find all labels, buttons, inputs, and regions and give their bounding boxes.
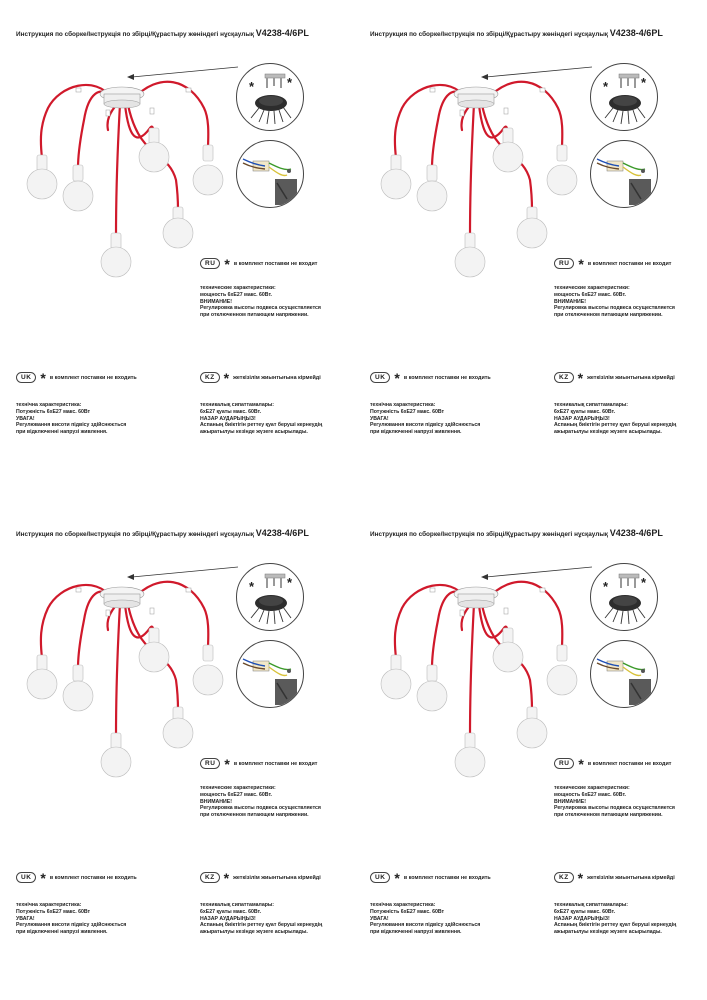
uk-warning-line2: при відключенні напрузі живлення. — [16, 929, 108, 936]
uk-badge: UK — [370, 372, 390, 383]
ru-badge: RU — [554, 258, 574, 269]
kz-warning-line1: Аспаның биіктігін реттеу қуат беруші кернеудің — [554, 422, 677, 429]
svg-text:*: * — [287, 75, 293, 90]
ru-warning-heading: ВНИМАНИЕ! — [554, 298, 586, 305]
mounting-detail-circle — [590, 563, 658, 631]
mounting-kit-icon — [237, 64, 303, 130]
title-text: Инструкция по сборке/Інструкція по збірці/Құрастыру жөніндегі нұсқаулық — [16, 531, 254, 538]
kz-warning-line1: Аспаның биіктігін реттеу қуат беруші кернеудің — [200, 422, 323, 429]
wiring-icon — [237, 641, 303, 707]
ru-warning-line1: Регулировка высоты подвеса осуществляется — [554, 305, 675, 312]
asterisk-icon: * — [223, 369, 230, 386]
model-number: V4238-4/6PL — [609, 28, 663, 38]
kz-badge: KZ — [554, 872, 574, 883]
ru-specs — [554, 785, 675, 819]
ru-badge: RU — [200, 758, 220, 769]
ru-power: мощность 6хЕ27 макс. 60Вт. — [200, 291, 272, 298]
uk-spec-heading: технічна характеристика: — [370, 902, 436, 908]
asterisk-icon: * — [394, 369, 400, 386]
ru-note: в комплект поставки не входит — [587, 760, 672, 767]
uk-note-row — [370, 369, 491, 386]
mounting-kit-icon — [237, 564, 303, 630]
ru-warning-line1: Регулировка высоты подвеса осуществляется — [200, 805, 321, 812]
model-number: V4238-4/6PL — [255, 528, 309, 538]
asterisk-icon: * — [40, 869, 46, 886]
asterisk-icon: * — [223, 869, 230, 886]
kz-badge: KZ — [554, 372, 574, 383]
ru-note-row — [554, 255, 672, 272]
ru-warning-heading: ВНИМАНИЕ! — [200, 298, 232, 305]
uk-warning-heading: УВАГА! — [370, 415, 389, 422]
wiring-detail-circle — [236, 640, 304, 708]
title-text: Инструкция по сборке/Інструкція по збірці/Құрастыру жөніндегі нұсқаулық — [16, 31, 254, 38]
kz-warning-line2: ажыратылуы кезінде жүзеге асырылады. — [554, 429, 662, 436]
uk-note-row — [370, 869, 491, 886]
uk-warning-line2: при відключенні напрузі живлення. — [16, 429, 108, 436]
uk-specs — [370, 902, 480, 936]
kz-power: 6хЕ27 қуаты макс. 60Вт. — [200, 908, 262, 915]
uk-warning-line2: при відключенні напрузі живлення. — [370, 929, 462, 936]
asterisk-icon: * — [603, 579, 609, 594]
ru-power: мощность 6хЕ27 макс. 60Вт. — [554, 791, 626, 798]
kz-note: жеткізілім жиынтығына кірмейді — [233, 374, 321, 381]
instruction-sheet-tl — [0, 0, 353, 500]
uk-badge: UK — [16, 872, 36, 883]
kz-warning-heading: НАЗАР АУДАРЫҢЫЗ! — [200, 415, 256, 422]
ru-warning-line2: при отключенном питающем напряжении. — [554, 312, 663, 319]
uk-specs — [16, 902, 126, 936]
kz-warning-heading: НАЗАР АУДАРЫҢЫЗ! — [200, 915, 256, 922]
ru-note: в комплект поставки не входит — [587, 260, 672, 267]
kz-warning-heading: НАЗАР АУДАРЫҢЫЗ! — [554, 915, 610, 922]
ru-power: мощность 6хЕ27 макс. 60Вт. — [554, 291, 626, 298]
kz-badge: KZ — [200, 872, 220, 883]
kz-spec-heading: техникалық сипаттамалары: — [200, 402, 275, 408]
mounting-detail-circle — [590, 63, 658, 131]
uk-badge: UK — [370, 872, 390, 883]
kz-note: жеткізілім жиынтығына кірмейді — [233, 874, 321, 881]
kz-note-row — [554, 369, 675, 386]
ru-note: в комплект поставки не входит — [233, 260, 318, 267]
asterisk-icon: * — [40, 369, 46, 386]
wiring-detail-circle — [590, 640, 658, 708]
title-text: Инструкция по сборке/Інструкція по збірці/Құрастыру жөніндегі нұсқаулық — [370, 531, 608, 538]
uk-power: Потужність 6хЕ27 макс. 60Вт — [370, 908, 445, 915]
uk-warning-line1: Регулювання висоти підвісу здійснюється — [370, 922, 481, 929]
svg-text:*: * — [287, 575, 293, 590]
uk-note: в комплект поставки не входить — [403, 374, 491, 381]
asterisk-icon: * — [224, 255, 230, 272]
wiring-detail-circle — [236, 140, 304, 208]
model-number: V4238-4/6PL — [255, 28, 309, 38]
uk-note: в комплект поставки не входить — [49, 874, 137, 881]
mounting-kit-icon — [591, 564, 657, 630]
ru-warning-line2: при отключенном питающем напряжении. — [200, 312, 309, 319]
ru-note-row — [200, 255, 318, 272]
ru-badge: RU — [200, 258, 220, 269]
ru-warning-heading: ВНИМАНИЕ! — [200, 798, 232, 805]
ru-power: мощность 6хЕ27 макс. 60Вт. — [200, 791, 272, 798]
chandelier-illustration — [354, 500, 707, 800]
uk-badge: UK — [16, 372, 36, 383]
instruction-sheet-bl — [0, 500, 353, 1000]
uk-power: Потужність 6хЕ27 макс. 60Вт — [16, 908, 91, 915]
asterisk-icon: * — [224, 755, 230, 772]
kz-note: жеткізілім жиынтығына кірмейді — [587, 374, 675, 381]
kz-note-row — [200, 369, 321, 386]
uk-warning-heading: УВАГА! — [16, 915, 35, 922]
ru-warning-line2: при отключенном питающем напряжении. — [554, 812, 663, 819]
uk-note-row — [16, 869, 137, 886]
kz-spec-heading: техникалық сипаттамалары: — [554, 402, 629, 408]
kz-power: 6хЕ27 қуаты макс. 60Вт. — [554, 908, 616, 915]
uk-specs — [370, 402, 480, 436]
instruction-sheet-tr — [354, 0, 707, 500]
wiring-detail-circle — [590, 140, 658, 208]
wiring-icon — [591, 141, 657, 207]
uk-note: в комплект поставки не входить — [403, 874, 491, 881]
asterisk-icon: * — [249, 79, 255, 94]
asterisk-icon: * — [577, 869, 584, 886]
ru-spec-heading: технические характеристики: — [554, 285, 630, 291]
wiring-icon — [591, 641, 657, 707]
asterisk-icon: * — [578, 255, 584, 272]
ru-badge: RU — [554, 758, 574, 769]
asterisk-icon: * — [578, 755, 584, 772]
uk-power: Потужність 6хЕ27 макс. 60Вт — [370, 408, 445, 415]
uk-warning-line1: Регулювання висоти підвісу здійснюється — [16, 422, 127, 429]
ru-spec-heading: технические характеристики: — [554, 785, 630, 791]
ru-spec-heading: технические характеристики: — [200, 785, 276, 791]
uk-warning-line2: при відключенні напрузі живлення. — [370, 429, 462, 436]
kz-note: жеткізілім жиынтығына кірмейді — [587, 874, 675, 881]
uk-spec-heading: технічна характеристика: — [16, 902, 82, 908]
kz-warning-line1: Аспаның биіктігін реттеу қуат беруші кернеудің — [554, 922, 677, 929]
ru-specs — [200, 785, 321, 819]
ru-warning-line2: при отключенном питающем напряжении. — [200, 812, 309, 819]
kz-spec-heading: техникалық сипаттамалары: — [554, 902, 629, 908]
mounting-detail-circle — [236, 563, 304, 631]
uk-warning-heading: УВАГА! — [16, 415, 35, 422]
wiring-icon — [237, 141, 303, 207]
kz-warning-heading: НАЗАР АУДАРЫҢЫЗ! — [554, 415, 610, 422]
uk-spec-heading: технічна характеристика: — [16, 402, 82, 408]
uk-power: Потужність 6хЕ27 макс. 60Вт — [16, 408, 91, 415]
ru-warning-line1: Регулировка высоты подвеса осуществляется — [200, 305, 321, 312]
asterisk-icon: * — [577, 369, 584, 386]
kz-specs — [554, 402, 676, 436]
kz-power: 6хЕ27 қуаты макс. 60Вт. — [200, 408, 262, 415]
asterisk-icon: * — [394, 869, 400, 886]
uk-spec-heading: технічна характеристика: — [370, 402, 436, 408]
uk-warning-heading: УВАГА! — [370, 915, 389, 922]
ru-warning-heading: ВНИМАНИЕ! — [554, 798, 586, 805]
kz-specs — [554, 902, 676, 936]
ru-warning-line1: Регулировка высоты подвеса осуществляется — [554, 805, 675, 812]
kz-spec-heading: техникалық сипаттамалары: — [200, 902, 275, 908]
uk-note-row — [16, 369, 137, 386]
chandelier-illustration — [354, 0, 707, 300]
kz-warning-line1: Аспаның биіктігін реттеу қуат беруші кернеудің — [200, 922, 323, 929]
kz-warning-line2: ажыратылуы кезінде жүзеге асырылады. — [200, 429, 308, 436]
mounting-detail-circle — [236, 63, 304, 131]
kz-badge: KZ — [200, 372, 220, 383]
asterisk-icon: * — [603, 79, 609, 94]
uk-warning-line1: Регулювання висоти підвісу здійснюється — [370, 422, 481, 429]
title-text: Инструкция по сборке/Інструкція по збірці/Құрастыру жөніндегі нұсқаулық — [370, 31, 608, 38]
ru-specs — [554, 285, 675, 319]
chandelier-illustration — [0, 500, 353, 800]
kz-power: 6хЕ27 қуаты макс. 60Вт. — [554, 408, 616, 415]
svg-text:*: * — [641, 575, 647, 590]
model-number: V4238-4/6PL — [609, 528, 663, 538]
ru-note: в комплект поставки не входит — [233, 760, 318, 767]
asterisk-icon: * — [249, 579, 255, 594]
kz-warning-line2: ажыратылуы кезінде жүзеге асырылады. — [200, 929, 308, 936]
ru-spec-heading: технические характеристики: — [200, 285, 276, 291]
kz-specs — [200, 902, 322, 936]
kz-specs — [200, 402, 322, 436]
mounting-kit-icon — [591, 64, 657, 130]
uk-specs — [16, 402, 126, 436]
kz-note-row — [200, 869, 321, 886]
kz-note-row — [554, 869, 675, 886]
chandelier-illustration — [0, 0, 353, 300]
kz-warning-line2: ажыратылуы кезінде жүзеге асырылады. — [554, 929, 662, 936]
uk-warning-line1: Регулювання висоти підвісу здійснюється — [16, 922, 127, 929]
ru-specs — [200, 285, 321, 319]
svg-text:*: * — [641, 75, 647, 90]
uk-note: в комплект поставки не входить — [49, 374, 137, 381]
ru-note-row — [554, 755, 672, 772]
instruction-sheet-br — [354, 500, 707, 1000]
ru-note-row — [200, 755, 318, 772]
